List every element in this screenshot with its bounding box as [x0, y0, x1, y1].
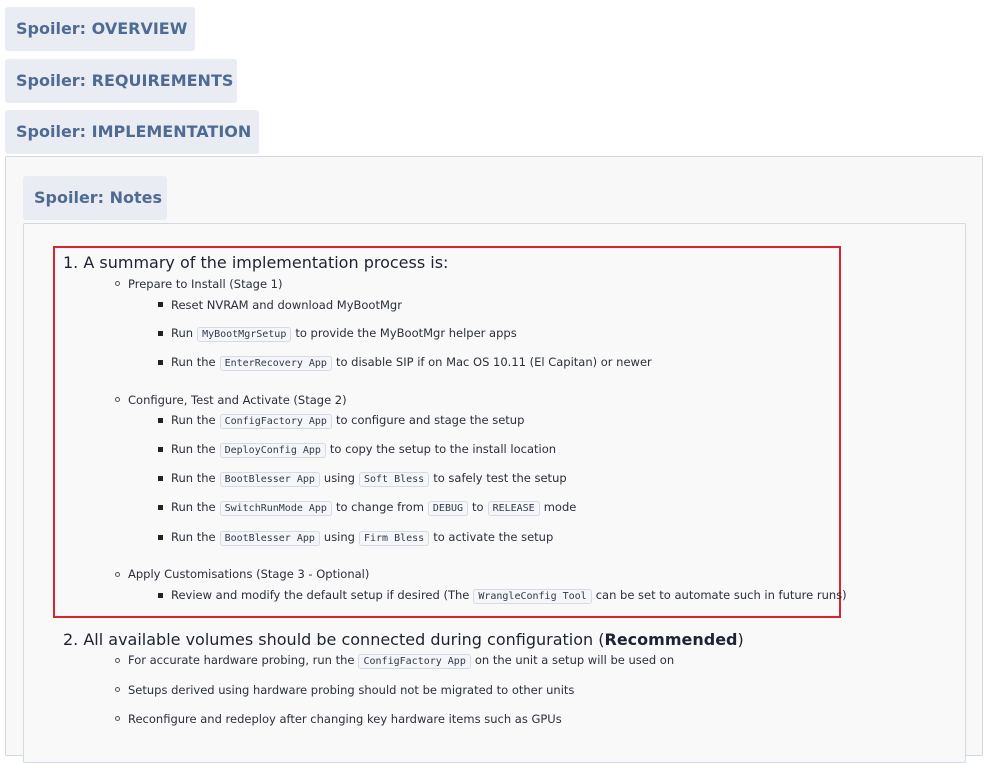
circle-bullet-icon	[115, 281, 120, 286]
item-2-bullet-2: Setups derived using hardware probing should not be migrated to other units	[128, 683, 575, 697]
code-snippet: WrangleConfig Tool	[473, 589, 591, 604]
code-snippet: ConfigFactory App	[358, 654, 470, 669]
circle-bullet-icon	[115, 658, 120, 663]
stage-2-step-1: Run the ConfigFactory App to configure and stage the setup	[171, 413, 525, 427]
code-snippet: MyBootMgrSetup	[197, 327, 291, 342]
stage-2-step-3: Run the BootBlesser App using Soft Bless to safely test the setup	[171, 471, 567, 485]
code-snippet: DEBUG	[428, 501, 468, 516]
stage-3-step-1: Review and modify the default setup if desired (The WrangleConfig Tool can be set to automate such in future runs)	[171, 588, 847, 602]
square-bullet-icon	[158, 505, 163, 510]
item-2-bullet-1: For accurate hardware probing, run the ConfigFactory App on the unit a setup will be used on	[128, 653, 675, 667]
square-bullet-icon	[158, 593, 163, 598]
code-snippet: DeployConfig App	[220, 443, 326, 458]
notes-item-1-heading: 1. A summary of the implementation process is:	[63, 253, 449, 272]
code-snippet: RELEASE	[488, 501, 540, 516]
stage-1-step-3: Run the EnterRecovery App to disable SIP if on Mac OS 10.11 (El Capitan) or newer	[171, 355, 652, 369]
stage-2-step-5: Run the BootBlesser App using Firm Bless to activate the setup	[171, 530, 554, 544]
code-snippet: Firm Bless	[359, 531, 429, 546]
stage-1-step-2: Run MyBootMgrSetup to provide the MyBootMgr helper apps	[171, 326, 517, 340]
stage-1-step-1: Reset NVRAM and download MyBootMgr	[171, 298, 402, 312]
code-snippet: ConfigFactory App	[220, 414, 332, 429]
spoiler-implementation-button[interactable]: Spoiler: IMPLEMENTATION	[5, 110, 259, 154]
square-bullet-icon	[158, 360, 163, 365]
spoiler-requirements-button[interactable]: Spoiler: REQUIREMENTS	[5, 59, 237, 103]
square-bullet-icon	[158, 476, 163, 481]
code-snippet: EnterRecovery App	[220, 356, 332, 371]
stage-2-step-2: Run the DeployConfig App to copy the setup to the install location	[171, 442, 557, 456]
square-bullet-icon	[158, 331, 163, 336]
square-bullet-icon	[158, 535, 163, 540]
item-2-bullet-3: Reconfigure and redeploy after changing key hardware items such as GPUs	[128, 712, 562, 726]
code-snippet: Soft Bless	[359, 472, 429, 487]
circle-bullet-icon	[115, 572, 120, 577]
code-snippet: BootBlesser App	[220, 472, 320, 487]
stage-3-label: Apply Customisations (Stage 3 - Optional)	[128, 567, 370, 581]
stage-2-label: Configure, Test and Activate (Stage 2)	[128, 393, 347, 407]
code-snippet: SwitchRunMode App	[220, 501, 332, 516]
circle-bullet-icon	[115, 687, 120, 692]
notes-item-2-heading: 2. All available volumes should be connected during configuration (Recommended)	[63, 630, 744, 649]
square-bullet-icon	[158, 447, 163, 452]
circle-bullet-icon	[115, 397, 120, 402]
spoiler-notes-button[interactable]: Spoiler: Notes	[23, 176, 167, 220]
square-bullet-icon	[158, 302, 163, 307]
circle-bullet-icon	[115, 716, 120, 721]
stage-2-step-4: Run the SwitchRunMode App to change from DEBUG to RELEASE mode	[171, 500, 577, 514]
code-snippet: BootBlesser App	[220, 531, 320, 546]
square-bullet-icon	[158, 418, 163, 423]
spoiler-overview-button[interactable]: Spoiler: OVERVIEW	[5, 7, 195, 51]
stage-1-label: Prepare to Install (Stage 1)	[128, 277, 283, 291]
